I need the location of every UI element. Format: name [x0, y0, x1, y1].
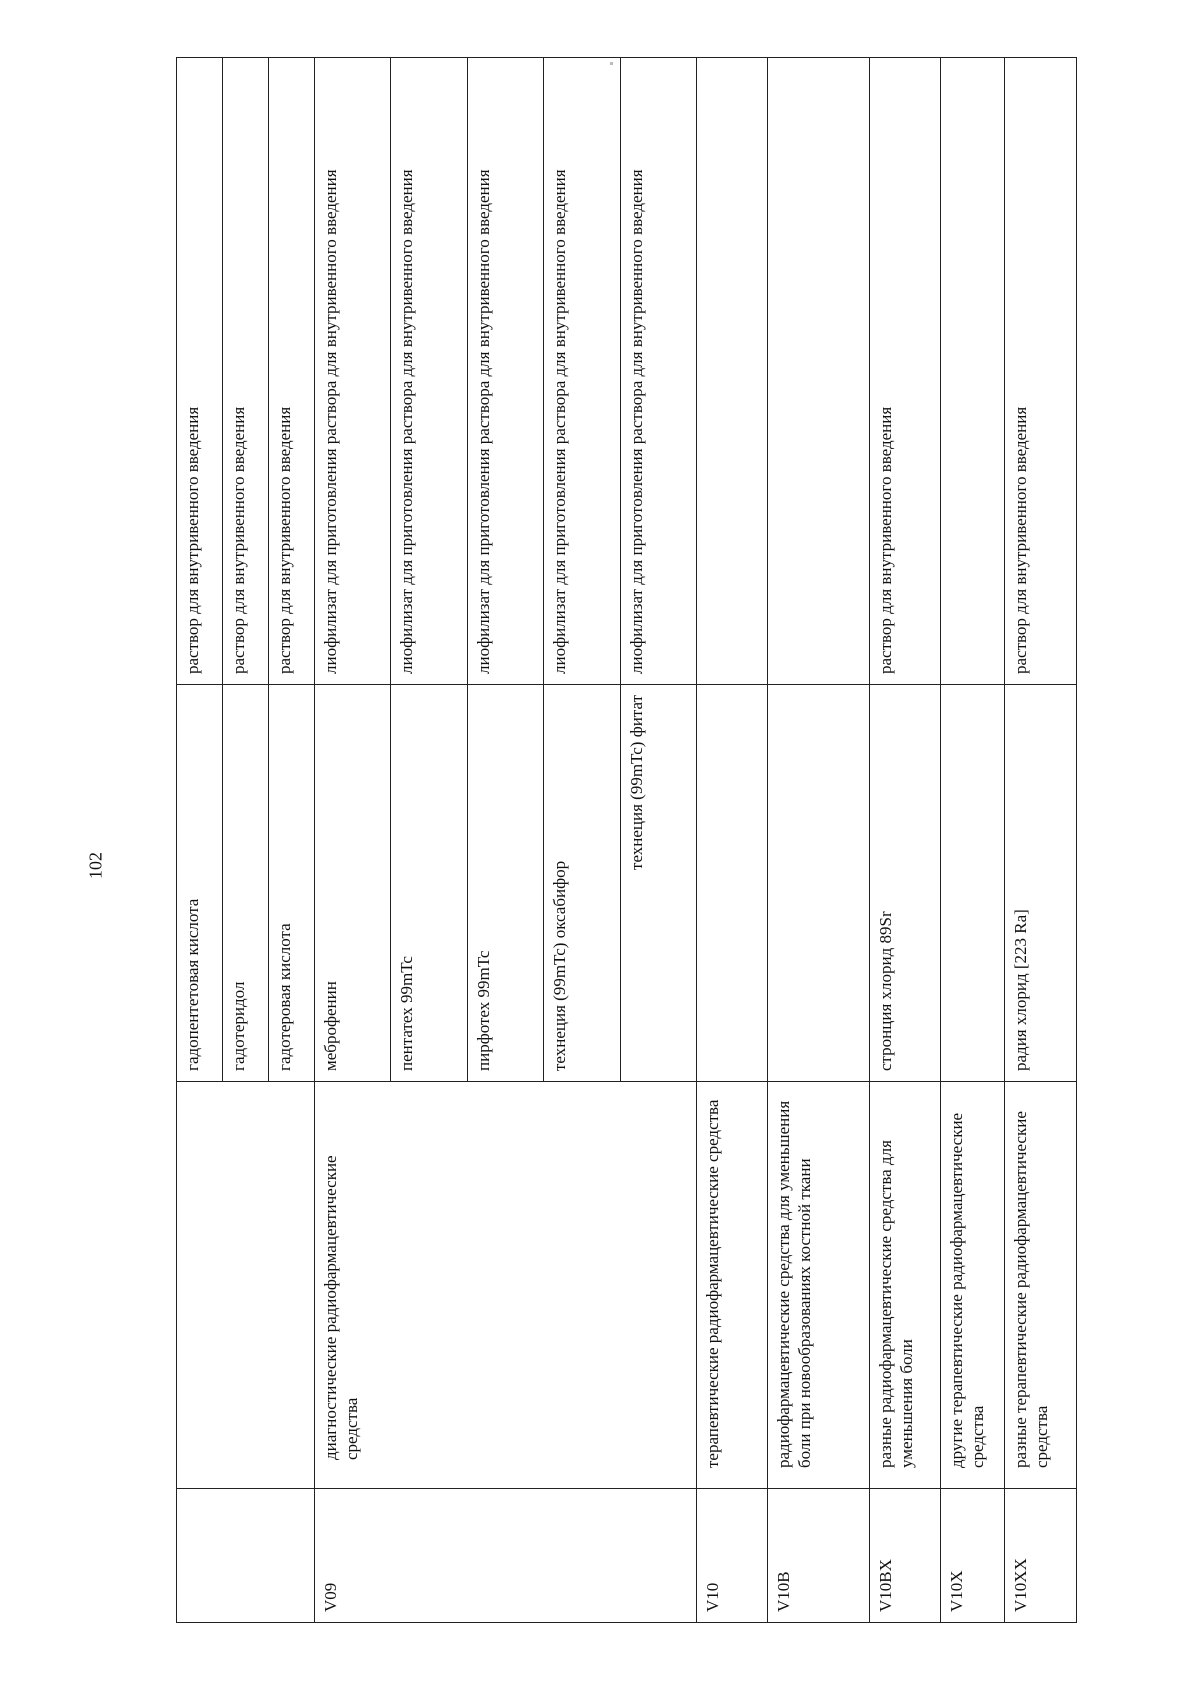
group-cell: терапевтические радиофармацевтические средства: [697, 1082, 768, 1489]
drug-name-cell: пирфотех 99mTc: [467, 685, 543, 1082]
page-number: 102: [85, 852, 106, 879]
rotated-table-container: [176, 58, 1077, 1623]
dosage-form-cell: раствор для внутривенного введения: [177, 58, 223, 685]
dosage-form-cell: раствор для внутривенного введения: [223, 58, 269, 685]
table-row: [869, 58, 940, 1623]
drug-name-cell: технеция (99mTc) фитат: [620, 685, 696, 1082]
dosage-form-cell: [940, 58, 1004, 685]
table-row: [697, 58, 768, 1623]
drug-name-cell: технеция (99mTc) оксабифор: [544, 685, 620, 1082]
group-cell: радиофармацевтические средства для уменьшения боли при новообразованиях костной ткани: [768, 1082, 870, 1489]
table-row: [315, 58, 391, 1623]
drug-name-cell: гадотеридол: [223, 685, 269, 1082]
group-cell: [177, 1082, 315, 1489]
atc-code-cell: V10BX: [869, 1489, 940, 1623]
dosage-form-cell: [768, 58, 870, 685]
table-row: [940, 58, 1004, 1623]
drug-name-cell: меброфенин: [315, 685, 391, 1082]
drug-name-cell: радия хлорид [223 Ra]: [1004, 685, 1076, 1082]
dosage-form-cell: [697, 58, 768, 685]
atc-code-cell: V10XX: [1004, 1489, 1076, 1623]
group-cell: разные терапевтические радиофармацевтические средства: [1004, 1082, 1076, 1489]
drug-name-cell: [940, 685, 1004, 1082]
drug-name-cell: [768, 685, 870, 1082]
dosage-form-cell: лиофилизат для приготовления раствора для внутривенного введения: [315, 58, 391, 685]
drug-name-cell: гадотеровая кислота: [269, 685, 315, 1082]
group-cell: разные радиофармацевтические средства для уменьшения боли: [869, 1082, 940, 1489]
table-row: [177, 58, 223, 1623]
dosage-form-cell: раствор для внутривенного введения: [869, 58, 940, 685]
group-cell: другие терапевтические радиофармацевтические средства: [940, 1082, 1004, 1489]
atc-code-cell: V10: [697, 1489, 768, 1623]
atc-code-cell: V10B: [768, 1489, 870, 1623]
dosage-form-cell: лиофилизат для приготовления раствора для внутривенного введения: [544, 58, 620, 685]
drug-name-cell: [697, 685, 768, 1082]
drug-name-cell: гадопентетовая кислота: [177, 685, 223, 1082]
atc-code-cell: V10X: [940, 1489, 1004, 1623]
dosage-form-cell: лиофилизат для приготовления раствора для внутривенного введения: [620, 58, 696, 685]
table-row: [1004, 58, 1076, 1623]
atc-code-cell: V09: [315, 1489, 697, 1623]
table-row: [768, 58, 870, 1623]
atc-code-cell: [177, 1489, 315, 1623]
dosage-form-cell: лиофилизат для приготовления раствора для внутривенного введения: [391, 58, 467, 685]
drug-table: [176, 57, 1077, 1623]
dosage-form-cell: раствор для внутривенного введения: [1004, 58, 1076, 685]
dosage-form-cell: лиофилизат для приготовления раствора для внутривенного введения: [467, 58, 543, 685]
dosage-form-cell: раствор для внутривенного введения: [269, 58, 315, 685]
group-cell: диагностические радиофармацевтические средства: [315, 1082, 697, 1489]
drug-name-cell: стронция хлорид 89Sr: [869, 685, 940, 1082]
drug-name-cell: пентатех 99mTc: [391, 685, 467, 1082]
